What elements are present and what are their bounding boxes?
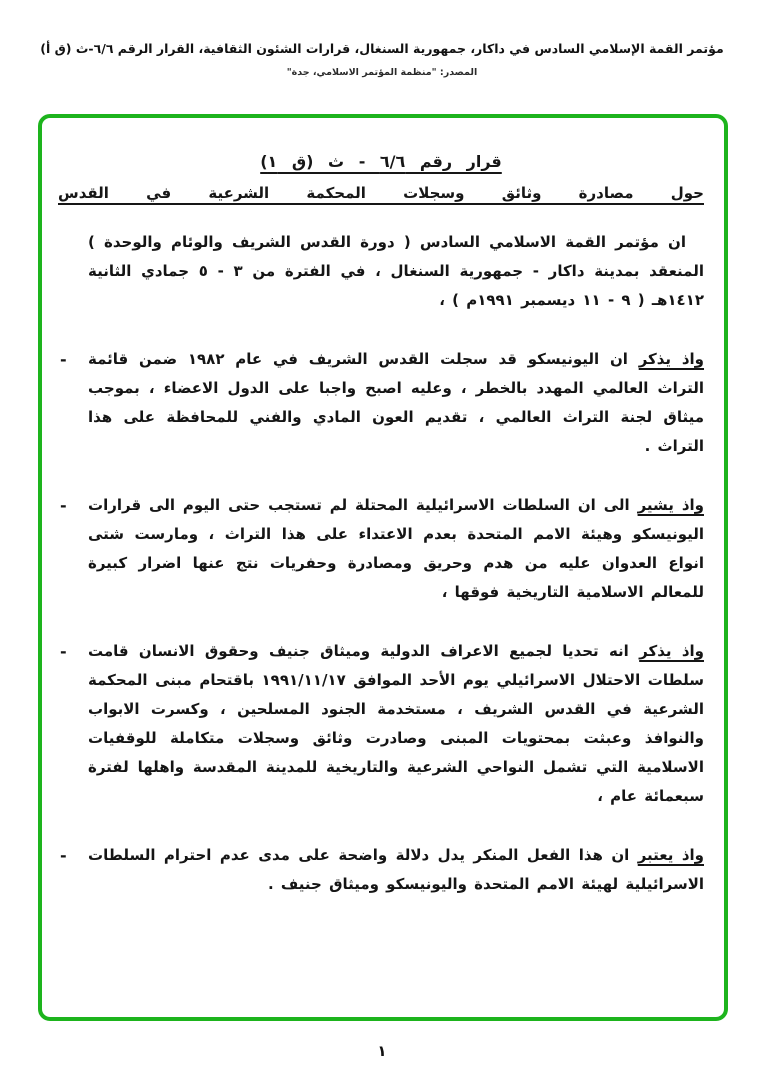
clause-text: انه تحديا لجميع الاعراف الدولية وميثاق جنيف وحقوق الانسان قامت سلطات الاحتلال الاسرائيلي يوم الأحد الموافق ١٩٩١/١١/١٧ باقتحام مبنى المحكمة الشرعية في القدس الشريف ، مستخدمة الجنود المسلحين ، وكسرت الابواب والنوافذ وعبثت بمحتويات المبنى وصادرت وثائق وسجلات متكاملة للوقفيات الاسلامية التي تشمل النواحي الشرعية والتاريخية للمدينة المقدسة واهلها لفترة سبعمائة عام ، xyxy=(88,642,704,805)
header-source-line: مؤتمر القمة الإسلامي السادس في داكار، جمهورية السنغال، قرارات الشئون الثقافية، القرار الرقم ٦/٦-ث (ق أ) xyxy=(40,41,724,56)
green-border-frame xyxy=(38,114,728,1021)
dash-marker: - xyxy=(60,846,67,865)
resolution-body xyxy=(58,228,704,899)
clause-item xyxy=(58,345,704,461)
resolution-subtitle: حول مصادرة وثائق وسجلات المحكمة الشرعية في القدس xyxy=(58,184,704,202)
header-publisher-line: المصدر: "منظمة المؤتمر الاسلامي، جدة" xyxy=(286,67,478,78)
clause-item xyxy=(58,637,704,811)
clause-lead: واذ يذكر xyxy=(638,350,705,368)
clause-text: ان هذا الفعل المنكر يدل دلالة واضحة على مدى عدم احترام السلطات الاسرائيلية لهيئة الامم المتحدة واليونيسكو وميثاق جنيف . xyxy=(88,846,704,893)
clause-text: ان اليونيسكو قد سجلت القدس الشريف في عام ١٩٨٢ ضمن قائمة التراث العالمي المهدد بالخطر ، وعليه اصبح واجبا على الدول الاعضاء ، بموجب ميثاق لجنة التراث العالمي ، تقديم العون المادي والفني للمحافظة على هذا التراث . xyxy=(88,350,704,455)
page-number: ١ xyxy=(377,1042,387,1060)
intro-paragraph: ان مؤتمر القمة الاسلامي السادس ( دورة القدس الشريف والوئام والوحدة ) المنعقد بمدينة داكار - جمهورية السنغال ، في الفترة من ٣ - ٥ جمادي الثانية ١٤١٢هـ ( ٩ - ١١ ديسمبر ١٩٩١م ) ، xyxy=(88,233,704,309)
clause-lead: واذ يشير xyxy=(637,496,704,514)
clause-item xyxy=(58,841,704,899)
clause-lead: واذ يذكر xyxy=(639,642,704,660)
dash-marker: - xyxy=(60,496,67,515)
document-header xyxy=(22,40,742,78)
clause-text: الى ان السلطات الاسرائيلية المحتلة لم تستجب حتى اليوم الى قرارات اليونيسكو وهيئة الامم المتحدة بعدم الاعتداء على هذا التراث ، ومارست شتى انواع العدوان عليه من هدم وحريق ومصادرة وحفريات نتج عنها اضرار كبيرة للمعالم الاسلامية التاريخية فوقها ، xyxy=(88,496,704,601)
resolution-title xyxy=(58,152,704,171)
dash-marker: - xyxy=(60,350,67,369)
clause-item xyxy=(58,491,704,607)
dash-marker: - xyxy=(60,642,67,661)
resolution-title-text: قرار رقم ٦/٦ - ث (ق ١) xyxy=(260,152,502,171)
clause-lead: واذ يعتبر xyxy=(637,846,704,864)
